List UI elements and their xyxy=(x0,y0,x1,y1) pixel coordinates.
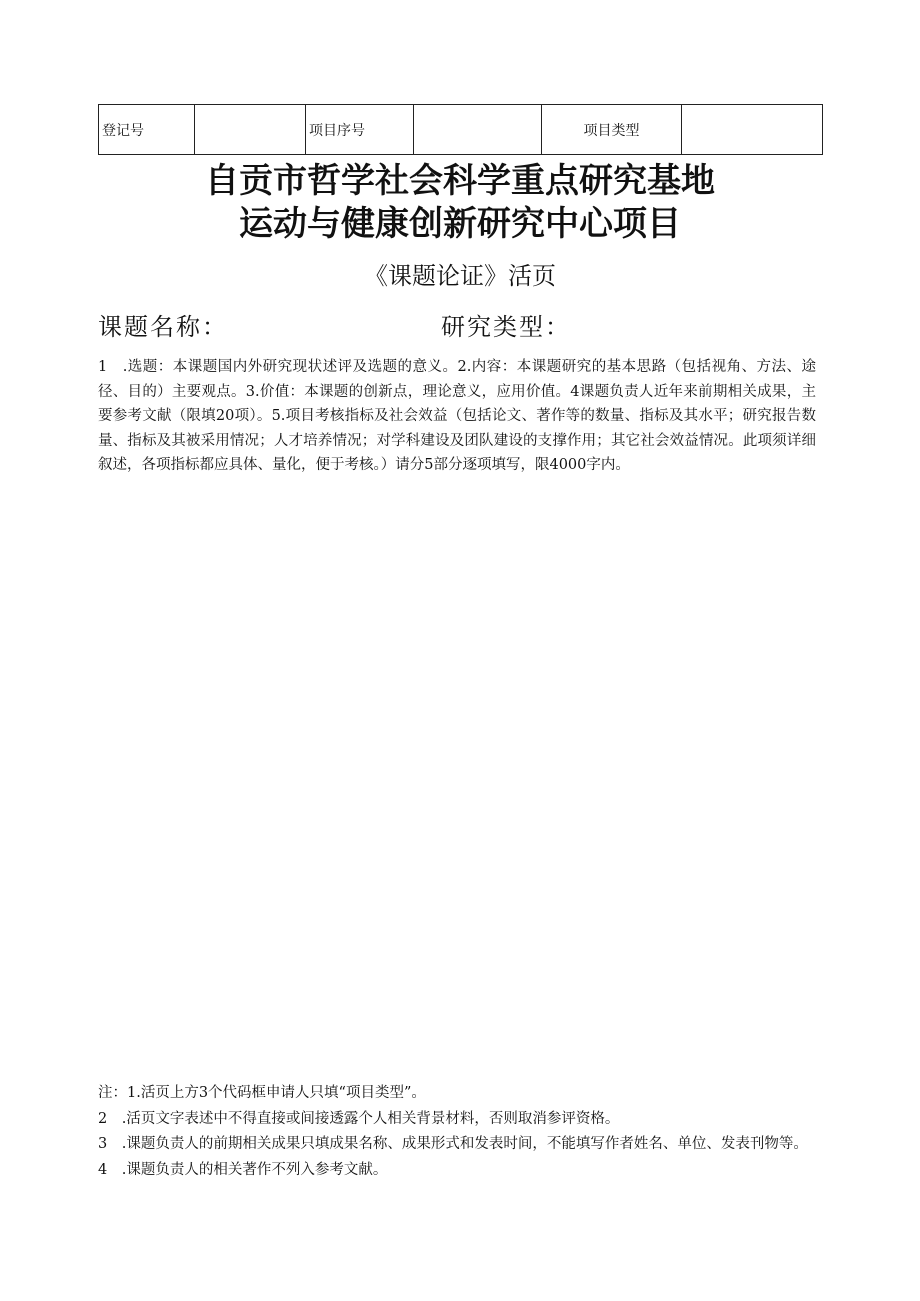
serial-field[interactable] xyxy=(414,105,542,155)
registration-field[interactable] xyxy=(195,105,306,155)
notes-section xyxy=(98,1082,816,1184)
registration-label: 登记号 xyxy=(99,105,195,155)
document-title-line1: 自贡市哲学社会科学重点研究基地 xyxy=(205,161,715,201)
code-table xyxy=(98,104,823,155)
instructions-paragraph: 1 .选题：本课题国内外研究现状述评及选题的意义。2.内容：本课题研究的基本思路（包括视角、方法、途径、目的）主要观点。3.价值：本课题的创新点，理论意义，应用价值。4课题负责人近年来前期相关成果，主要参考文献（限填20项）。5.项目考核指标及社会效益（包括论文、著作等的数量、指标及其水平；研究报告数量、指标及其被采用情况；人才培养情况；对学科建设及团队建设的支撑作用；其它社会效益情况。此项须详细叙述，各项指标都应具体、量化，便于考核。）请分5部分逐项填写，限4000字内。 xyxy=(98,359,816,473)
code-table-row xyxy=(99,105,823,155)
research-type-label: 研究类型： xyxy=(441,313,571,341)
note-item: 2 .活页文字表述中不得直接或间接透露个人相关背景材料，否则取消参评资格。 xyxy=(98,1110,620,1127)
note-item: 3 .课题负责人的前期相关成果只填成果名称、成果形式和发表时间，不能填写作者姓名、单位、发表刊物等。 xyxy=(98,1136,808,1152)
project-type-field[interactable] xyxy=(682,105,823,155)
note-item: 4 .课题负责人的相关著作不列入参考文献。 xyxy=(98,1161,388,1178)
document-subtitle: 《课题论证》活页 xyxy=(364,262,556,290)
note-item: 注：1.活页上方3个代码框申请人只填“项目类型”。 xyxy=(98,1085,426,1101)
project-type-label: 项目类型 xyxy=(542,105,682,155)
topic-name-label: 课题名称： xyxy=(98,313,228,341)
document-title-line2: 运动与健康创新研究中心项目 xyxy=(239,204,681,244)
serial-label: 项目序号 xyxy=(306,105,414,155)
